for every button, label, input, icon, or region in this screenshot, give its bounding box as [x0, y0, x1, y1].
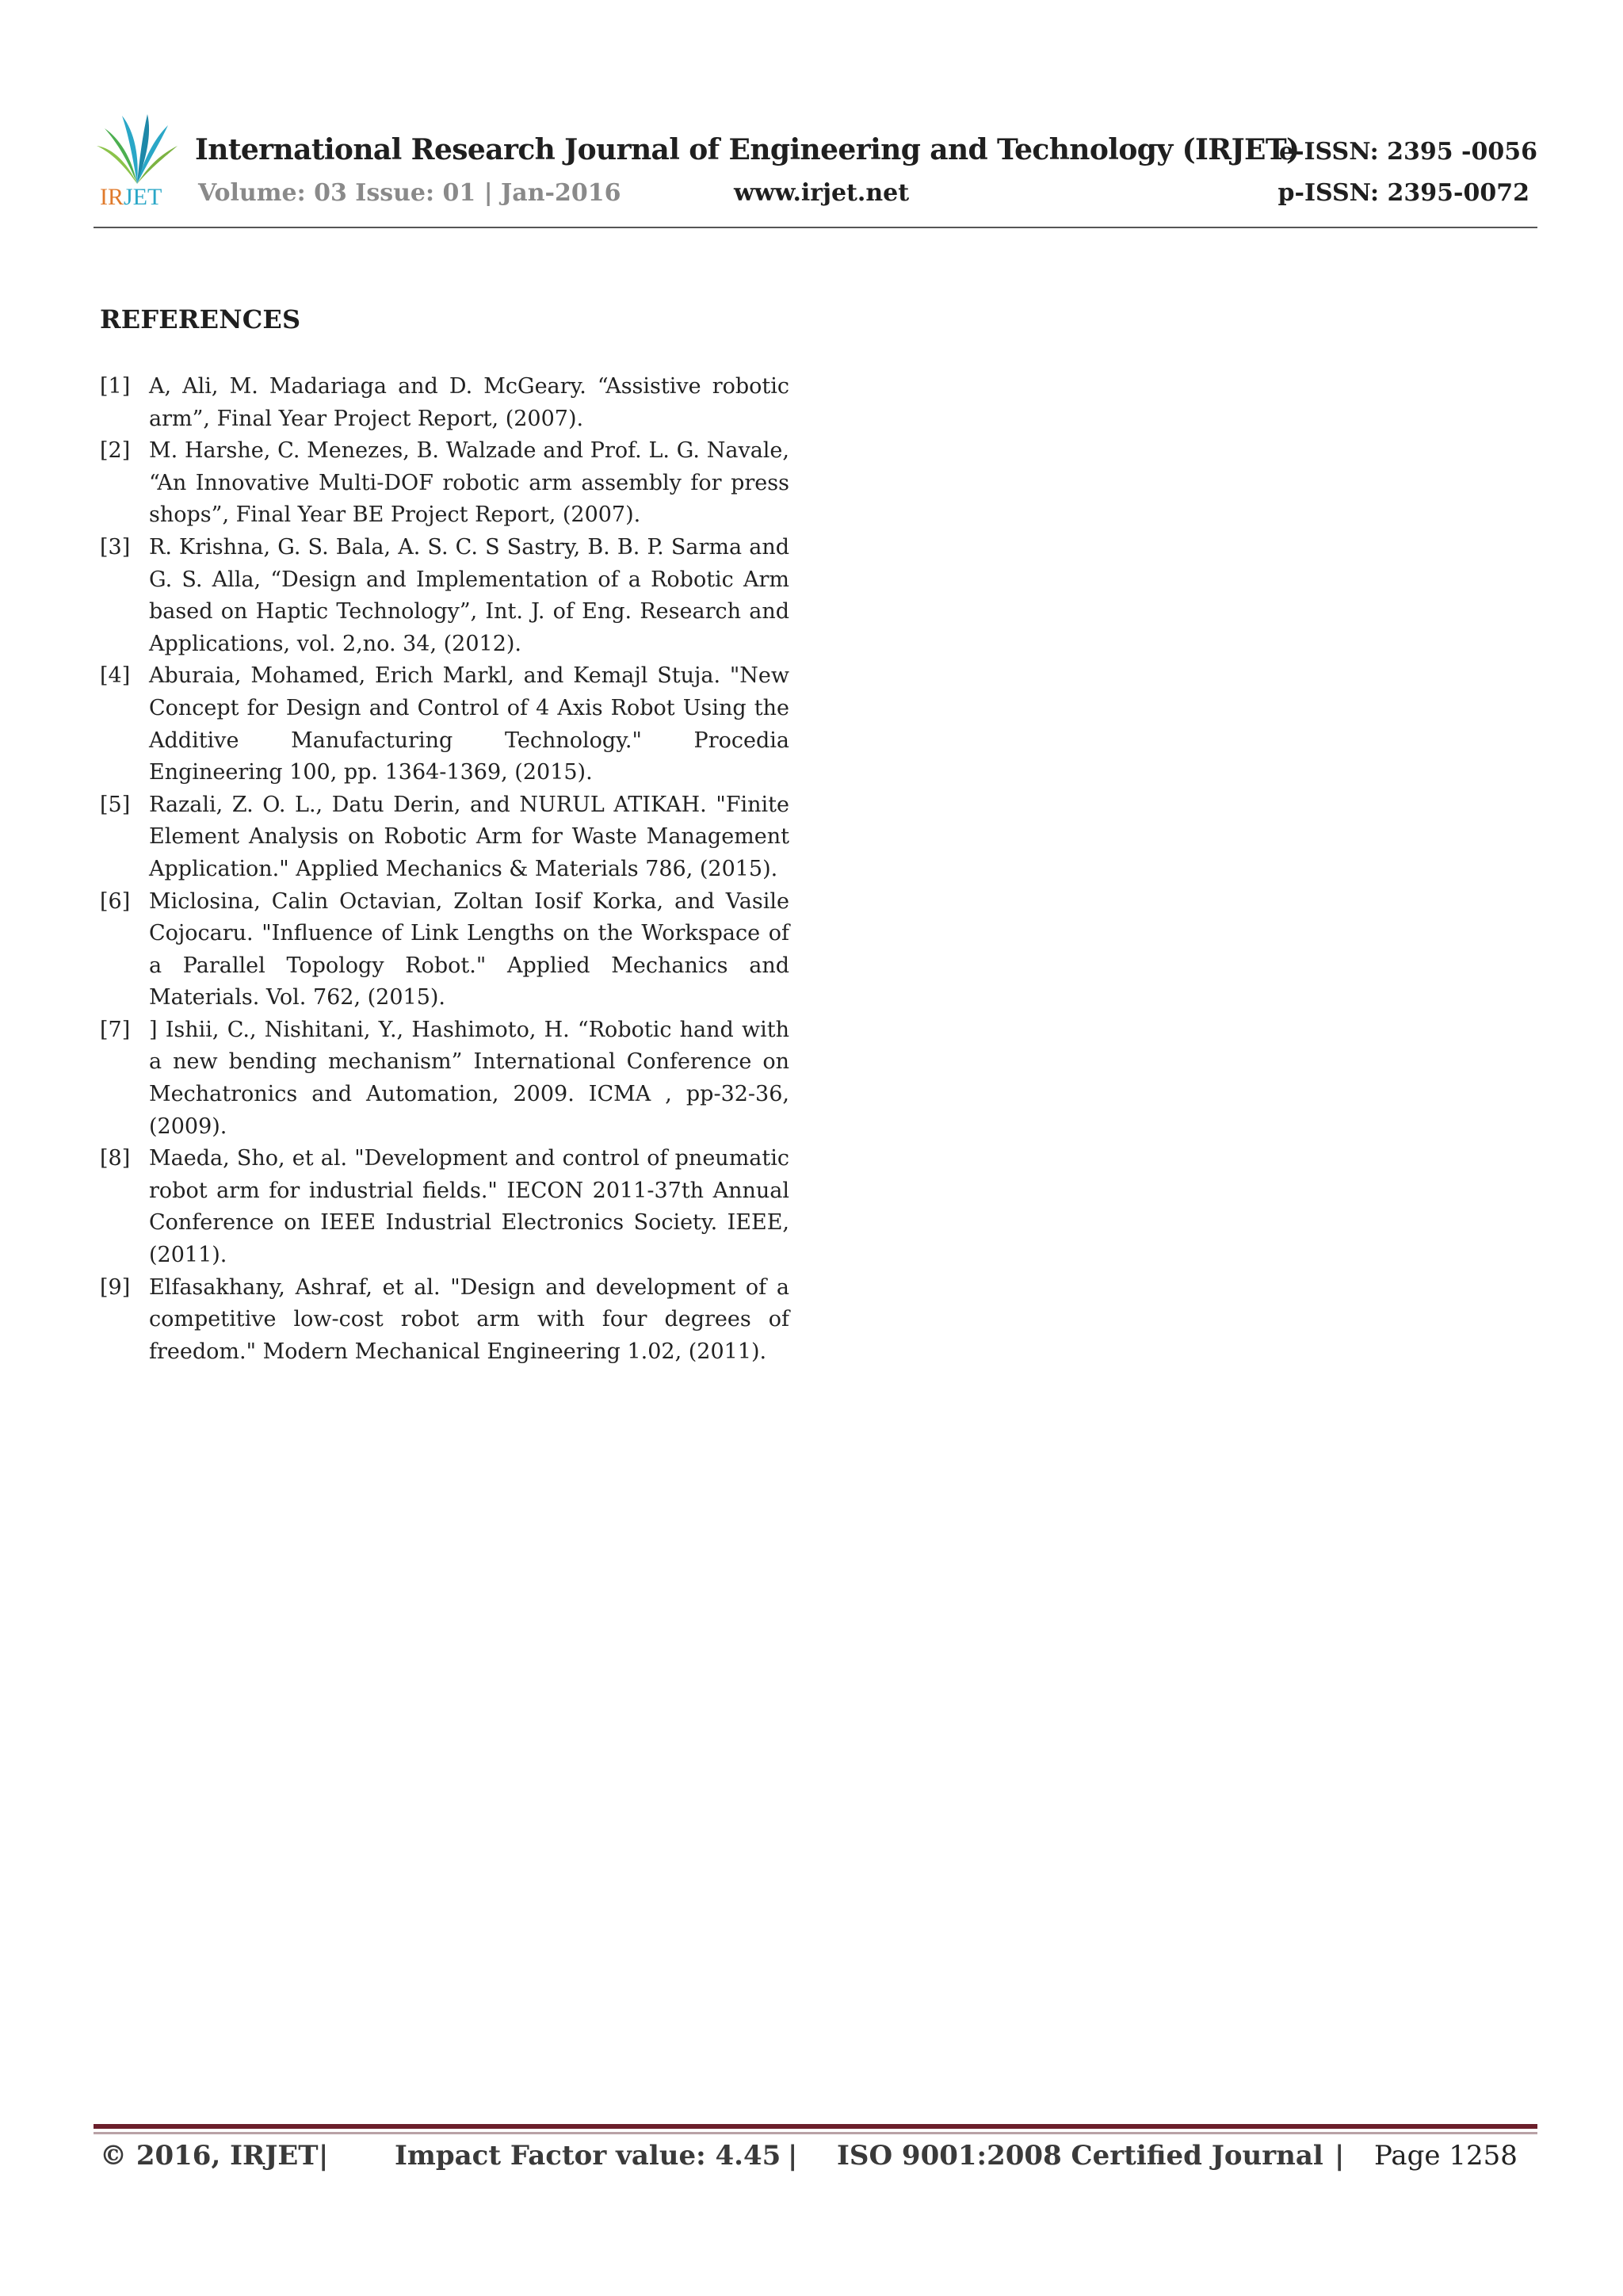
- footer-impact-factor: Impact Factor value: 4.45: [395, 2140, 781, 2172]
- reference-text: Razali, Z. O. L., Datu Derin, and NURUL ATIKAH. "Finite Element Analysis on Robotic Arm for Waste Management Application." Applied Mechanics & Materials 786, (2015).: [149, 792, 789, 881]
- footer-divider-light: [94, 2132, 1537, 2134]
- reference-number: [4]: [100, 663, 131, 689]
- journal-website: www.irjet.net: [734, 179, 910, 207]
- journal-logo: [94, 111, 181, 214]
- footer-iso-certification: ISO 9001:2008 Certified Journal: [837, 2140, 1323, 2172]
- reference-item: [100, 532, 789, 660]
- logo-text-ir: IR: [100, 184, 124, 210]
- footer-copyright: © 2016, IRJET: [100, 2140, 319, 2172]
- reference-item: [100, 789, 789, 886]
- reference-item: [100, 886, 789, 1014]
- reference-text: ] Ishii, C., Nishitani, Y., Hashimoto, H. “Robotic hand with a new bending mechanism” International Conference on Mechatronics and Automation, 2009. ICMA , pp-32-36, (2009).: [149, 1017, 789, 1139]
- reference-number: [7]: [100, 1017, 131, 1042]
- page-footer: [100, 2140, 1526, 2187]
- page-header: [94, 111, 1537, 230]
- eissn: e-ISSN: 2395 -0056: [1278, 138, 1537, 166]
- reference-text: R. Krishna, G. S. Bala, A. S. C. S Sastry, B. B. P. Sarma and G. S. Alla, “Design and Implementation of a Robotic Arm based on Haptic Technology”, Int. J. of Eng. Research and Applications, vol. 2,no. 34, (2012).: [149, 534, 789, 656]
- logo-wordmark: [100, 184, 162, 211]
- reference-item: [100, 660, 789, 789]
- reference-item: [100, 371, 789, 435]
- reference-number: [8]: [100, 1146, 131, 1171]
- reference-number: [3]: [100, 534, 131, 560]
- reference-text: Aburaia, Mohamed, Erich Markl, and Kemajl Stuja. "New Concept for Design and Control of 4 Axis Robot Using the Additive Manufacturing Technology." Procedia Engineering 100, pp. 1364-1369, (2015).: [149, 663, 789, 785]
- reference-list: [100, 371, 789, 1368]
- journal-title: International Research Journal of Engineering and Technology (IRJET): [195, 133, 1300, 166]
- reference-number: [1]: [100, 374, 131, 399]
- pissn: p-ISSN: 2395-0072: [1277, 179, 1529, 207]
- reference-item: [100, 1014, 789, 1143]
- reference-text: Elfasakhany, Ashraf, et al. "Design and development of a competitive low-cost robot arm with four degrees of freedom." Modern Mechanical Engineering 1.02, (2011).: [149, 1274, 789, 1364]
- volume-issue: Volume: 03 Issue: 01 | Jan-2016: [198, 179, 621, 207]
- reference-text: A, Ali, M. Madariaga and D. McGeary. “Assistive robotic arm”, Final Year Project Report, (2007).: [149, 374, 789, 431]
- reference-number: [5]: [100, 792, 131, 817]
- irjet-leaf-logo-icon: [94, 111, 181, 187]
- reference-number: [2]: [100, 438, 131, 464]
- references-heading: REFERENCES: [100, 304, 301, 334]
- reference-number: [6]: [100, 888, 131, 914]
- footer-separator: |: [1335, 2140, 1345, 2172]
- reference-text: Miclosina, Calin Octavian, Zoltan Iosif Korka, and Vasile Cojocaru. "Influence of Link Lengths on the Workspace of a Parallel Topology Robot." Applied Mechanics and Materials. Vol. 762, (2015).: [149, 888, 789, 1010]
- reference-item: [100, 1143, 789, 1271]
- footer-divider-dark: [94, 2124, 1537, 2129]
- reference-number: [9]: [100, 1274, 131, 1300]
- footer-separator: |: [319, 2140, 329, 2172]
- footer-page-number: Page 1258: [1374, 2140, 1518, 2172]
- footer-separator: |: [788, 2140, 798, 2172]
- references-section: [100, 304, 789, 1368]
- reference-text: Maeda, Sho, et al. "Development and control of pneumatic robot arm for industrial fields." IECON 2011-37th Annual Conference on IEEE Industrial Electronics Society. IEEE, (2011).: [149, 1146, 789, 1268]
- reference-item: [100, 1272, 789, 1369]
- logo-text-jet: JET: [124, 184, 162, 210]
- reference-item: [100, 435, 789, 532]
- header-divider: [94, 227, 1537, 228]
- reference-text: M. Harshe, C. Menezes, B. Walzade and Prof. L. G. Navale, “An Innovative Multi-DOF robotic arm assembly for press shops”, Final Year BE Project Report, (2007).: [149, 438, 789, 528]
